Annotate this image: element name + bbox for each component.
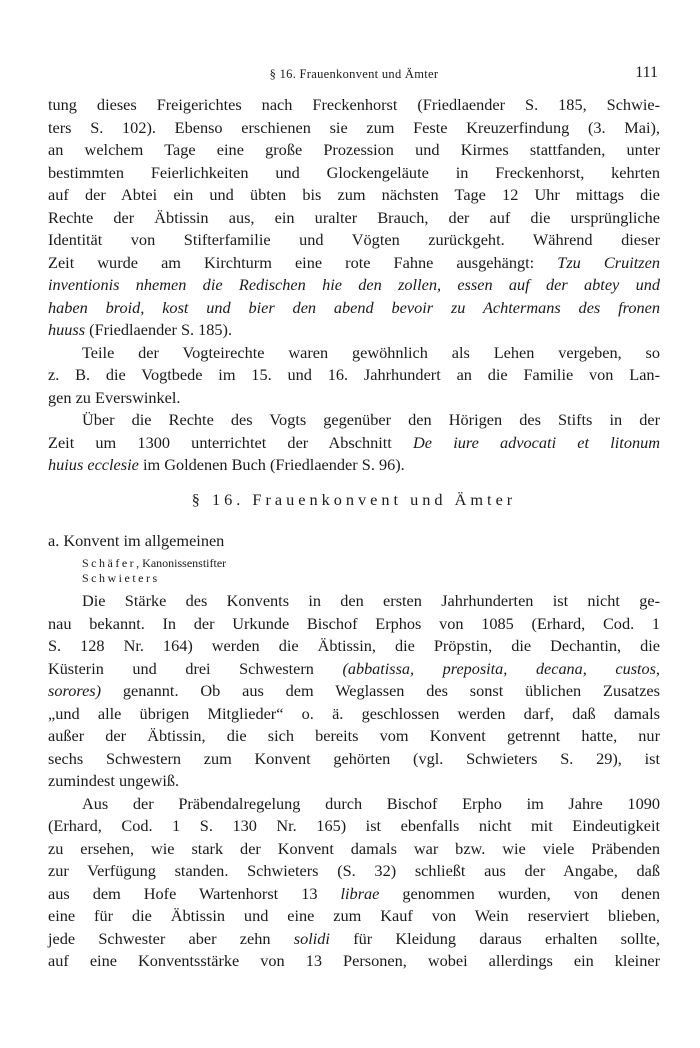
paragraph-5	[48, 793, 660, 973]
italic-terms: sorores)	[48, 681, 102, 700]
text-line	[48, 454, 660, 477]
text-line: z. B. die Vogtbede im 15. und 16. Jahrhundert an die Familie von Lan-	[48, 365, 660, 384]
text-line: zur Verfügung standen. Schwieters (S. 32) schließt aus der Angabe, daß	[48, 861, 660, 880]
text-line	[48, 432, 660, 455]
text-segment: Zeit um 1300 unterrichtet der Abschnitt	[48, 432, 414, 452]
text-line: an welchem Tage eine große Prozession und Kirmes stattfanden, unter	[48, 140, 660, 159]
text-segment: genommen wurden, von denen	[379, 883, 660, 903]
text-line: Rechte der Äbtissin aus, ein uralter Brauch, der auf die ursprüngliche	[48, 207, 660, 227]
literature-author: Schwieters	[82, 571, 160, 585]
text-line	[48, 319, 660, 342]
running-title: § 16. Frauenkonvent und Ämter	[269, 67, 439, 81]
subsection-heading: a. Konvent im allgemeinen	[48, 531, 225, 550]
italic-quote-line: haben broid, kost und bier den abend bevoir zu Achtermans des fronen	[48, 297, 660, 317]
text-line: auf eine Konventsstärke von 13 Personen, wobei allerdings ein kleiner	[48, 951, 660, 970]
text-line	[48, 928, 660, 951]
italic-title: huius ecclesie	[48, 455, 139, 474]
text-line	[48, 658, 660, 681]
text-line: zumindest ungewiß.	[48, 771, 180, 790]
paragraph-4	[48, 590, 660, 793]
paragraph-3	[48, 409, 660, 477]
text-line: tung dieses Freigerichtes nach Freckenhorst (Friedlaender S. 185, Schwie-	[48, 95, 660, 114]
text-line: S. 128 Nr. 164) werden die Äbtissin, die Pröpstin, die Dechantin, die	[48, 636, 660, 655]
text-line: ters S. 102). Ebenso erschienen sie zum Feste Kreuzerfindung (3. Mai),	[48, 117, 660, 137]
paragraph-2	[48, 342, 660, 410]
text-line: Über die Rechte des Vogts gegenüber den Hörigen des Stifts in der	[82, 410, 660, 429]
text-line: sechs Schwestern zum Konvent gehörten (vgl. Schwieters S. 29), ist	[48, 748, 660, 768]
text-segment: Zeit wurde am Kirchturm eine rote Fahne ausgehängt:	[48, 252, 558, 272]
text-segment: für Kleidung daraus erhalten sollte,	[329, 928, 660, 948]
literature-entry	[82, 556, 226, 571]
italic-term: solidi	[293, 928, 330, 948]
text-line: eine für die Äbtissin und eine zum Kauf von Wein reserviert blieben,	[48, 906, 660, 925]
text-segment: jede Schwester aber zehn	[48, 928, 294, 948]
section-heading: § 16. Frauenkonvent und Ämter	[191, 490, 517, 509]
text-line	[48, 680, 660, 703]
text-line: „und alle übrigen Mitglieder“ o. ä. geschlossen werden darf, daß damals	[48, 703, 660, 723]
book-page	[48, 0, 660, 1048]
literature-title: , Kanonissenstifter	[136, 556, 227, 570]
literature-author: Schäfer	[82, 556, 137, 570]
text-segment: Küsterin und drei Schwestern	[48, 659, 343, 678]
running-head	[48, 66, 660, 84]
italic-term: librae	[340, 883, 380, 903]
text-line: Aus der Präbendalregelung durch Bischof Erpho im Jahre 1090	[82, 793, 660, 813]
italic-quote: Tzu Cruitzen	[557, 252, 660, 272]
text-segment: (Friedlaender S. 185).	[85, 320, 233, 339]
text-line: Die Stärke des Konvents in den ersten Jahrhunderten ist nicht ge-	[82, 591, 660, 610]
text-line	[48, 883, 660, 906]
text-line: (Erhard, Cod. 1 S. 130 Nr. 165) ist ebenfalls nicht mit Eindeutigkeit	[48, 816, 660, 835]
text-line: bestimmten Feierlichkeiten und Glockengeläute in Freckenhorst, kehrten	[48, 162, 660, 182]
italic-title: De iure advocati et litonum	[413, 432, 660, 452]
text-segment: im Goldenen Buch (Friedlaender S. 96).	[138, 455, 405, 474]
text-line: nau bekannt. In der Urkunde Bischof Erphos von 1085 (Erhard, Cod. 1	[48, 613, 660, 633]
italic-quote-line: inventionis nhemen die Redischen hie den zollen, essen auf der abtey und	[48, 275, 660, 294]
page-number: 111	[635, 64, 658, 81]
text-line	[48, 252, 660, 275]
paragraph-1	[48, 94, 660, 342]
text-line: gen zu Everswinkel.	[48, 387, 181, 407]
text-line: außer der Äbtissin, die sich bereits vom Konvent getrennt hatte, nur	[48, 726, 660, 745]
text-segment: genannt. Ob aus dem Weglassen des sonst üblichen Zusatzes	[101, 681, 660, 700]
text-line: Teile der Vogteirechte waren gewöhnlich als Lehen vergeben, so	[82, 342, 660, 362]
literature-entry	[82, 571, 160, 586]
italic-quote: huuss	[48, 320, 86, 339]
text-line: zu ersehen, wie stark der Konvent damals war bzw. wie viele Präbenden	[48, 838, 660, 858]
italic-terms: (abbatissa, preposita, decana, custos,	[342, 659, 660, 678]
text-segment: aus dem Hofe Wartenhorst 13	[48, 883, 341, 903]
text-line: auf der Abtei ein und übten bis zum nächsten Tage 12 Uhr mittags die	[48, 185, 660, 204]
text-line: Identität von Stifterfamilie und Vögten zurückgeht. Während dieser	[48, 230, 660, 249]
